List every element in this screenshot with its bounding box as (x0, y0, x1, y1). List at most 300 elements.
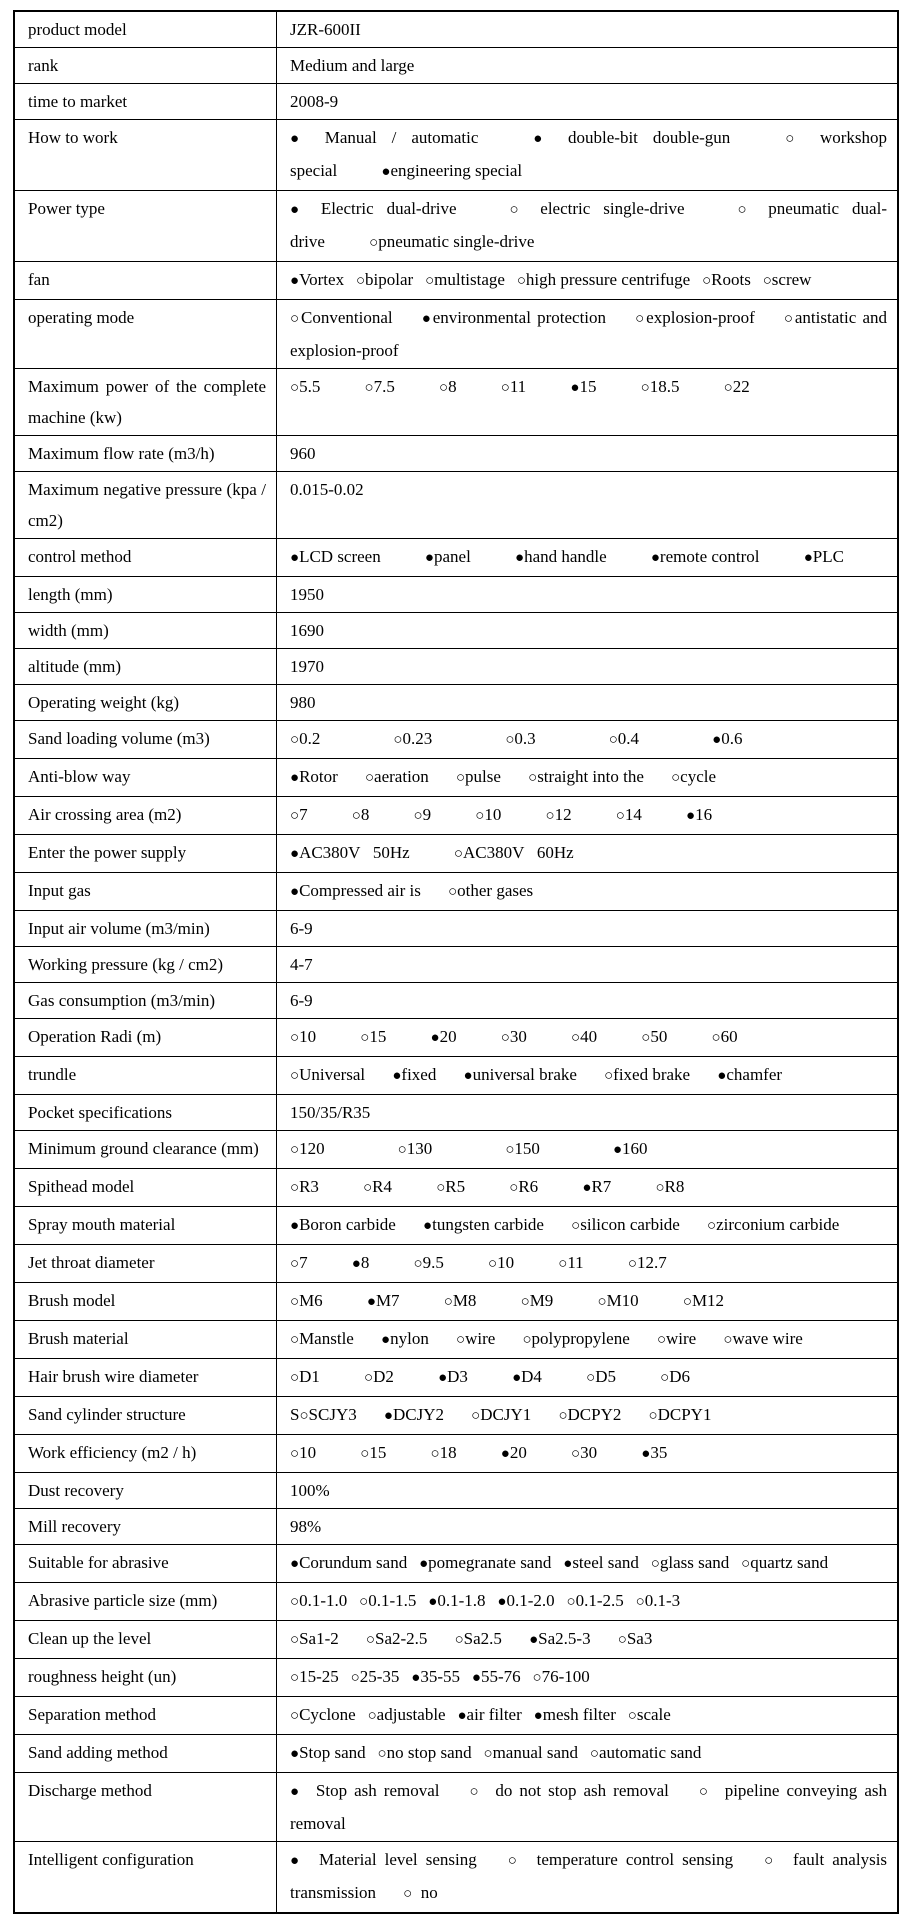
option-label: 40 (580, 1027, 598, 1046)
spec-value (277, 1057, 899, 1095)
radio-unselected-icon: ○ (290, 1256, 300, 1272)
option (423, 1215, 544, 1234)
option (456, 1329, 495, 1348)
spec-label: time to market (14, 84, 277, 120)
radio-unselected-icon: ○ (359, 1594, 369, 1610)
option (398, 1139, 433, 1158)
radio-unselected-icon: ○ (509, 1180, 519, 1196)
option-label: Conventional (301, 308, 393, 327)
option-label: 20 (509, 1443, 527, 1462)
option (381, 161, 522, 180)
spec-value (277, 1773, 899, 1842)
option-label: do not stop ash removal (481, 1781, 669, 1800)
option-label: automatic sand (598, 1743, 702, 1762)
radio-selected-icon: ● (290, 1218, 300, 1234)
spec-value (277, 1095, 899, 1131)
option-label: Corundum sand (299, 1553, 408, 1572)
option (457, 1705, 521, 1724)
option-label: Stop ash removal (301, 1781, 440, 1800)
option (471, 1405, 531, 1424)
option (392, 1065, 436, 1084)
option (290, 1743, 366, 1762)
radio-selected-icon: ● (650, 550, 660, 566)
option-label: 7 (299, 805, 308, 824)
option-label: R4 (372, 1177, 392, 1196)
option-label: R5 (445, 1177, 466, 1196)
spec-row (14, 1321, 898, 1359)
radio-unselected-icon: ○ (290, 732, 300, 748)
option (367, 1291, 400, 1310)
spec-label: Spithead model (14, 1169, 277, 1207)
radio-selected-icon: ● (290, 770, 300, 786)
spec-row (14, 84, 898, 120)
option (464, 1065, 577, 1084)
option-label: 5.5 (299, 377, 321, 396)
option (368, 1705, 446, 1724)
radio-unselected-icon: ○ (617, 1632, 627, 1648)
spec-value-text: 6-9 (290, 991, 313, 1010)
spec-label: Separation method (14, 1697, 277, 1735)
option (431, 1027, 457, 1046)
option (290, 1591, 347, 1610)
radio-selected-icon: ● (457, 1708, 467, 1724)
option-label: 120 (299, 1139, 325, 1158)
option-label: aeration (374, 767, 429, 786)
option (686, 805, 712, 824)
spec-value-text: 6-9 (290, 919, 313, 938)
option-label: 20 (439, 1027, 457, 1046)
option (414, 805, 432, 824)
option (360, 1443, 386, 1462)
option (707, 1215, 839, 1234)
option-label: 30 (509, 1027, 527, 1046)
option-label: 76-100 (541, 1667, 590, 1686)
option (431, 1443, 457, 1462)
spec-value (277, 577, 899, 613)
radio-unselected-icon: ○ (393, 732, 403, 748)
radio-selected-icon: ● (381, 1332, 391, 1348)
option-label: adjustable (376, 1705, 446, 1724)
radio-unselected-icon: ○ (633, 311, 647, 327)
radio-selected-icon: ● (641, 1446, 651, 1462)
radio-unselected-icon: ○ (367, 1708, 377, 1724)
option-label: Sa2.5 (463, 1629, 502, 1648)
option (290, 1139, 325, 1158)
option (384, 1405, 444, 1424)
radio-unselected-icon: ○ (403, 1886, 413, 1902)
spec-value (277, 911, 899, 947)
option-label: engineering special (390, 161, 523, 180)
radio-selected-icon: ● (290, 1853, 303, 1869)
option-label: SCJY3 (308, 1405, 357, 1424)
option (381, 1329, 429, 1348)
option (512, 1367, 542, 1386)
option (651, 547, 760, 566)
option-label: 55-76 (480, 1667, 521, 1686)
spec-label: length (mm) (14, 577, 277, 613)
spec-value-text: 0.015-0.02 (290, 480, 364, 499)
option-label: 22 (732, 377, 750, 396)
option-label: Manstle (299, 1329, 354, 1348)
option-lead-text: S (290, 1405, 300, 1424)
radio-unselected-icon: ○ (488, 1256, 498, 1272)
spec-table (13, 10, 899, 1914)
radio-unselected-icon: ○ (290, 1030, 300, 1046)
option-label: 50 (650, 1027, 668, 1046)
option (501, 199, 685, 218)
spec-value (277, 1169, 899, 1207)
option-label: M7 (375, 1291, 400, 1310)
spec-row (14, 191, 898, 262)
spec-value (277, 120, 899, 191)
radio-unselected-icon: ○ (781, 311, 795, 327)
option-label: 25-35 (359, 1667, 400, 1686)
radio-selected-icon: ● (612, 1142, 623, 1158)
option-label: wave wire (732, 1329, 803, 1348)
option (352, 805, 370, 824)
option (571, 1027, 597, 1046)
option-label: M10 (606, 1291, 639, 1310)
option (369, 232, 534, 251)
option-label: fault analysis transmission (290, 1850, 892, 1902)
option-label: nylon (390, 1329, 429, 1348)
spec-row (14, 759, 898, 797)
spec-value (277, 48, 899, 84)
spec-label: control method (14, 539, 277, 577)
spec-value (277, 1435, 899, 1473)
option (290, 270, 344, 289)
option-label: Rotor (299, 767, 338, 786)
spec-value (277, 1397, 899, 1435)
option-label: no stop sand (386, 1743, 472, 1762)
spec-value (277, 191, 899, 262)
radio-selected-icon: ● (533, 1708, 543, 1724)
option-label: 16 (695, 805, 713, 824)
option-label: hand handle (524, 547, 607, 566)
option-label: polypropylene (531, 1329, 630, 1348)
option-label: 15 (579, 377, 597, 396)
option (290, 1781, 439, 1800)
radio-selected-icon: ● (419, 311, 433, 327)
option-label: Universal (299, 1065, 366, 1084)
spec-row (14, 1283, 898, 1321)
spec-row (14, 1169, 898, 1207)
radio-unselected-icon: ○ (413, 808, 423, 824)
radio-selected-icon: ● (419, 1556, 429, 1572)
radio-unselected-icon: ○ (364, 1370, 374, 1386)
option-label: zirconium carbide (716, 1215, 840, 1234)
radio-unselected-icon: ○ (290, 380, 300, 396)
option-label: manual sand (492, 1743, 579, 1762)
radio-unselected-icon: ○ (290, 1632, 300, 1648)
option (522, 1329, 629, 1348)
option-label: no (412, 1883, 438, 1902)
option (558, 1405, 621, 1424)
option (365, 377, 395, 396)
option (290, 1443, 316, 1462)
spec-value (277, 1207, 899, 1245)
spec-label: Jet throat diameter (14, 1245, 277, 1283)
spec-row (14, 1359, 898, 1397)
option (428, 1591, 485, 1610)
spec-value (277, 983, 899, 1019)
spec-value (277, 1509, 899, 1545)
radio-unselected-icon: ○ (586, 1370, 596, 1386)
radio-selected-icon: ● (463, 1068, 473, 1084)
radio-selected-icon: ● (582, 1180, 592, 1196)
spec-row (14, 911, 898, 947)
radio-unselected-icon: ○ (520, 1294, 530, 1310)
option-label: 10 (299, 1027, 317, 1046)
option-label: PLC (812, 547, 844, 566)
radio-unselected-icon: ○ (545, 808, 555, 824)
option (724, 377, 750, 396)
spec-value (277, 84, 899, 120)
spec-value (277, 1131, 899, 1169)
spec-value (277, 613, 899, 649)
option-label: R6 (518, 1177, 539, 1196)
option-label: 35 (650, 1443, 668, 1462)
radio-unselected-icon: ○ (369, 235, 379, 251)
spec-value (277, 1283, 899, 1321)
radio-selected-icon: ● (411, 1670, 421, 1686)
spec-row (14, 1473, 898, 1509)
option (290, 1291, 323, 1310)
radio-unselected-icon: ○ (500, 202, 528, 218)
option (290, 1705, 356, 1724)
option (609, 729, 639, 748)
spec-value (277, 835, 899, 873)
option-label: LCD screen (299, 547, 381, 566)
radio-selected-icon: ● (717, 1068, 727, 1084)
option-label: DCPY2 (567, 1405, 622, 1424)
radio-unselected-icon: ○ (290, 1332, 300, 1348)
spec-label: Sand cylinder structure (14, 1397, 277, 1435)
radio-selected-icon: ● (512, 1370, 522, 1386)
radio-selected-icon: ● (290, 273, 300, 289)
option-label: 0.6 (721, 729, 743, 748)
radio-selected-icon: ● (351, 1256, 361, 1272)
radio-unselected-icon: ○ (290, 1142, 300, 1158)
option (571, 1443, 597, 1462)
spec-value (277, 759, 899, 797)
spec-table-body (14, 11, 898, 1913)
option-label: 160 (622, 1139, 648, 1158)
option-label: 7 (299, 1253, 308, 1272)
option-label: 0.1-3 (644, 1591, 681, 1610)
option (290, 308, 393, 327)
option (475, 805, 501, 824)
radio-unselected-icon: ○ (571, 1218, 581, 1234)
spec-value (277, 436, 899, 472)
spec-row (14, 721, 898, 759)
option-label: remote control (659, 547, 760, 566)
spec-value (277, 11, 899, 48)
radio-unselected-icon: ○ (660, 1370, 670, 1386)
radio-unselected-icon: ○ (360, 1446, 370, 1462)
radio-unselected-icon: ○ (503, 1853, 521, 1869)
option (723, 1329, 802, 1348)
option-label: Sa1-2 (299, 1629, 339, 1648)
spec-label: Maximum flow rate (m3/h) (14, 436, 277, 472)
option (290, 1177, 319, 1196)
option-label: screw (771, 270, 812, 289)
spec-value (277, 685, 899, 721)
spec-value-text: 960 (290, 444, 316, 463)
option (804, 547, 844, 566)
option (649, 1405, 712, 1424)
option (444, 1291, 477, 1310)
option (717, 1065, 782, 1084)
spec-row (14, 1545, 898, 1583)
radio-unselected-icon: ○ (711, 1030, 721, 1046)
option-label: 0.1-2.5 (575, 1591, 624, 1610)
option-label: 0.1-1.5 (368, 1591, 417, 1610)
option (657, 1329, 696, 1348)
spec-row (14, 1131, 898, 1169)
radio-unselected-icon: ○ (483, 1746, 493, 1762)
option (628, 1253, 667, 1272)
option (741, 1553, 828, 1572)
spec-label: rank (14, 48, 277, 84)
option-label: Roots (711, 270, 751, 289)
option-label: 9.5 (422, 1253, 444, 1272)
option (290, 881, 421, 900)
option-label: Sa3 (626, 1629, 653, 1648)
option (290, 767, 338, 786)
option (586, 1367, 616, 1386)
option (290, 1667, 339, 1686)
option-label: air filter (466, 1705, 522, 1724)
radio-unselected-icon: ○ (728, 202, 756, 218)
spec-label: altitude (mm) (14, 649, 277, 685)
spec-label: Discharge method (14, 1773, 277, 1842)
option-label: silicon carbide (580, 1215, 680, 1234)
option-label: Electric dual-drive (307, 199, 457, 218)
option-label: wire (465, 1329, 496, 1348)
spec-label: Input air volume (m3/min) (14, 911, 277, 947)
spec-row (14, 1397, 898, 1435)
option (419, 1553, 551, 1572)
radio-unselected-icon: ○ (290, 1294, 300, 1310)
option-label: wire (666, 1329, 697, 1348)
option-label: Boron carbide (299, 1215, 396, 1234)
option-label: cycle (680, 767, 717, 786)
option (456, 767, 501, 786)
spec-value (277, 1583, 899, 1621)
radio-selected-icon: ● (290, 1784, 302, 1800)
option (618, 1629, 653, 1648)
radio-unselected-icon: ○ (290, 1370, 300, 1386)
radio-unselected-icon: ○ (682, 1294, 692, 1310)
spec-label: How to work (14, 120, 277, 191)
radio-unselected-icon: ○ (656, 1332, 666, 1348)
option (290, 1629, 339, 1648)
radio-unselected-icon: ○ (604, 1068, 614, 1084)
spec-label: Enter the power supply (14, 835, 277, 873)
radio-unselected-icon: ○ (528, 770, 538, 786)
spec-label: Power type (14, 191, 277, 262)
option-label: Vortex (299, 270, 345, 289)
spec-row (14, 1019, 898, 1057)
option-label: 18.5 (649, 377, 680, 396)
option (641, 1027, 667, 1046)
option-label: 15 (369, 1027, 387, 1046)
option-label: Cyclone (299, 1705, 356, 1724)
option (290, 1065, 365, 1084)
option (364, 1367, 394, 1386)
option (290, 1215, 396, 1234)
spec-label: Intelligent configuration (14, 1842, 277, 1914)
radio-unselected-icon: ○ (522, 1332, 532, 1348)
option (616, 805, 642, 824)
option (613, 1139, 648, 1158)
spec-label: trundle (14, 1057, 277, 1095)
spec-row (14, 983, 898, 1019)
option (360, 1027, 386, 1046)
option (633, 308, 755, 327)
option (454, 843, 574, 862)
option-label: Stop sand (299, 1743, 366, 1762)
spec-row (14, 1659, 898, 1697)
option-label: 12.7 (636, 1253, 667, 1272)
radio-selected-icon: ● (430, 1030, 440, 1046)
option-label: 12 (554, 805, 572, 824)
option-label: quartz sand (750, 1553, 829, 1572)
option-label: R3 (299, 1177, 319, 1196)
radio-selected-icon: ● (712, 732, 722, 748)
option-label: Material level sensing (302, 1850, 477, 1869)
spec-value-text: 100% (290, 1481, 330, 1500)
radio-unselected-icon: ○ (571, 1446, 581, 1462)
spec-value-text: 150/35/R35 (290, 1103, 371, 1122)
spec-row (14, 835, 898, 873)
option (455, 1629, 502, 1648)
option-label: 7.5 (373, 377, 395, 396)
radio-selected-icon: ● (392, 1068, 402, 1084)
spec-row (14, 262, 898, 300)
radio-unselected-icon: ○ (741, 1556, 751, 1572)
radio-unselected-icon: ○ (641, 1030, 651, 1046)
option-label: steel sand (572, 1553, 639, 1572)
option (467, 1781, 669, 1800)
spec-row (14, 685, 898, 721)
radio-unselected-icon: ○ (355, 273, 366, 289)
option-label: D6 (669, 1367, 690, 1386)
spec-row (14, 1435, 898, 1473)
option-label: antistatic and explosion-proof (290, 308, 892, 360)
spec-row (14, 539, 898, 577)
option (604, 1065, 690, 1084)
radio-unselected-icon: ○ (456, 1332, 466, 1348)
option-label: 10 (299, 1443, 317, 1462)
spec-label: Input gas (14, 873, 277, 911)
radio-unselected-icon: ○ (500, 1030, 510, 1046)
option (488, 1253, 514, 1272)
option (290, 1367, 320, 1386)
option-label: straight into the (537, 767, 644, 786)
spec-value (277, 721, 899, 759)
radio-unselected-icon: ○ (500, 380, 510, 396)
option-label: fixed (401, 1065, 437, 1084)
option-label: pneumatic single-drive (378, 232, 535, 251)
option (590, 1743, 702, 1762)
radio-unselected-icon: ○ (589, 1746, 599, 1762)
option-label: environmental protection (432, 308, 607, 327)
radio-selected-icon: ● (803, 550, 813, 566)
spec-row (14, 1697, 898, 1735)
radio-unselected-icon: ○ (566, 1594, 576, 1610)
